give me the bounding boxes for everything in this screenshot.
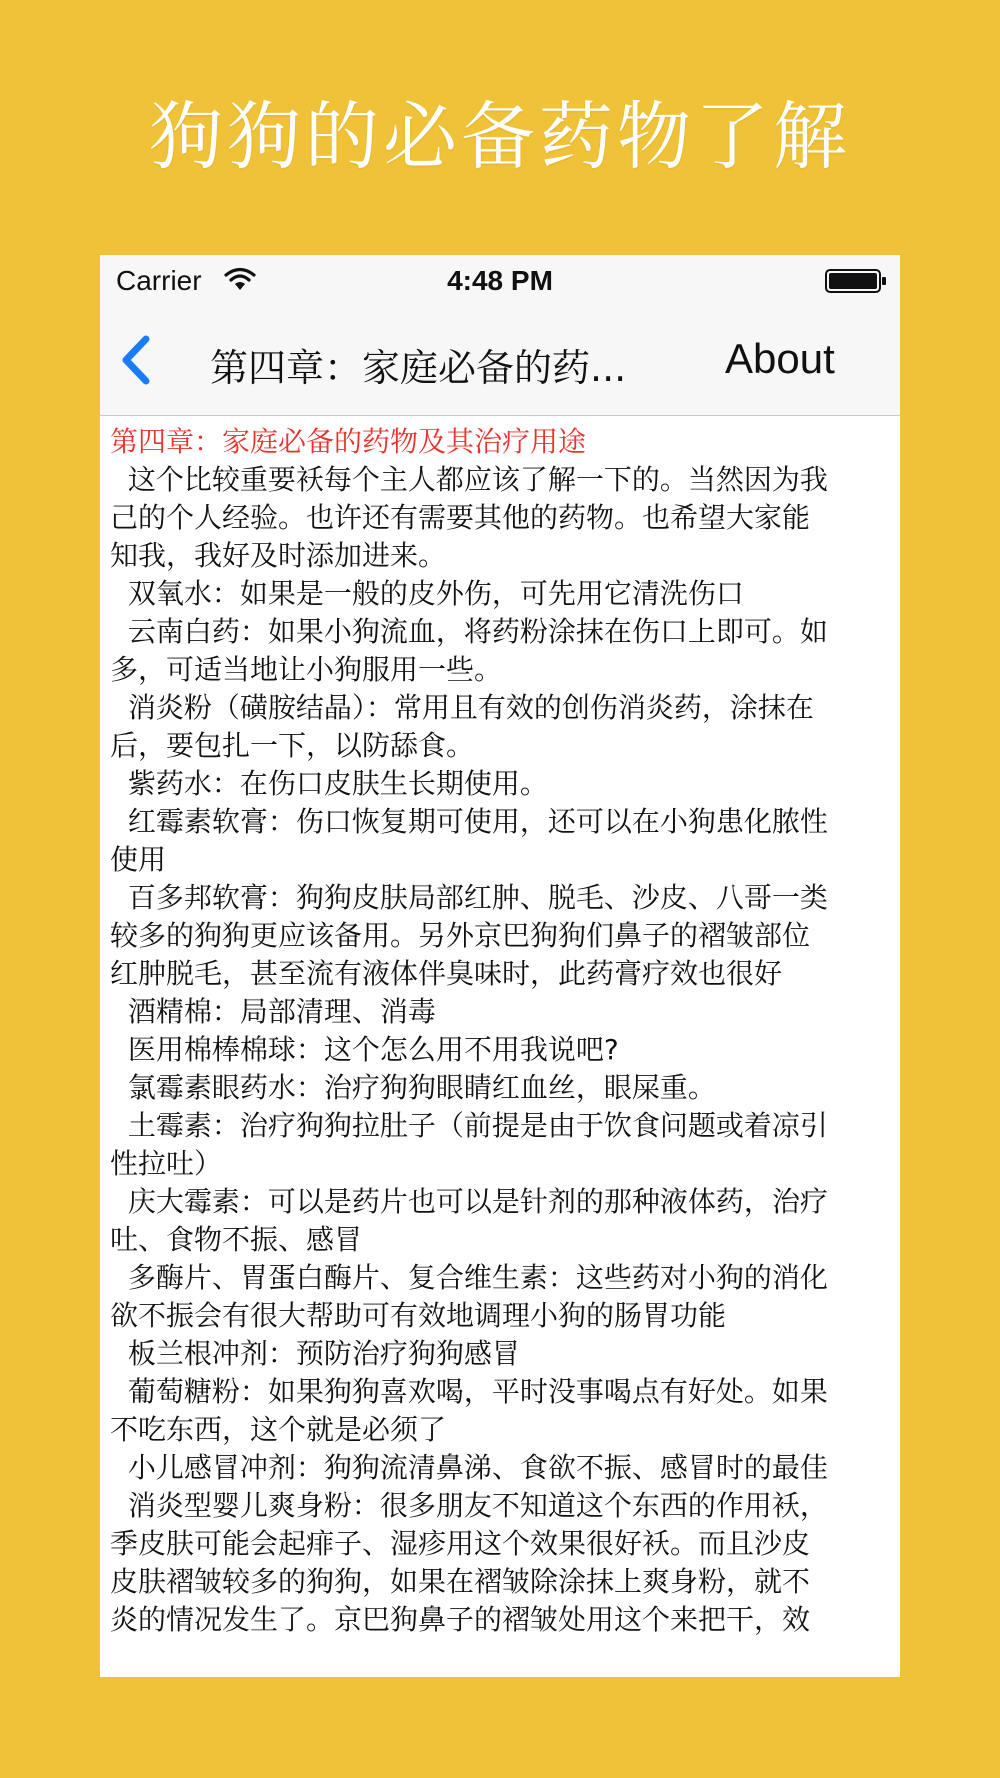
phone-screen — [100, 255, 900, 1677]
nav-title: 第四章：家庭必备的药... — [210, 346, 627, 390]
text-line: 吐、食物不振、感冒 — [110, 1223, 363, 1256]
text-line: 消炎型婴儿爽身粉：很多朋友不知道这个东西的作用袄， — [110, 1489, 828, 1522]
status-time: 4:48 PM — [447, 265, 553, 296]
carrier-label: Carrier — [116, 265, 202, 296]
text-line: 小儿感冒冲剂：狗狗流清鼻涕、食欲不振、感冒时的最佳 — [110, 1451, 828, 1484]
text-line: 红霉素软膏：伤口恢复期可使用，还可以在小狗患化脓性 — [110, 805, 828, 838]
text-line: 云南白药：如果小狗流血，将药粉涂抹在伤口上即可。如 — [110, 615, 828, 648]
chapter-heading: 第四章：家庭必备的药物及其治疗用途 — [110, 425, 587, 458]
text-line: 多酶片、胃蛋白酶片、复合维生素：这些药对小狗的消化 — [110, 1261, 828, 1294]
text-line: 季皮肤可能会起痱子、湿疹用这个效果很好袄。而且沙皮 — [110, 1527, 811, 1560]
text-line: 不吃东西，这个就是必须了 — [110, 1413, 447, 1446]
text-line: 双氧水：如果是一般的皮外伤，可先用它清洗伤口 — [110, 577, 744, 610]
battery-icon — [825, 269, 887, 293]
article-content[interactable] — [110, 423, 900, 1639]
text-line: 这个比较重要袄每个主人都应该了解一下的。当然因为我 — [110, 463, 828, 496]
text-line: 后，要包扎一下，以防舔食。 — [110, 729, 475, 762]
status-bar — [100, 255, 900, 305]
text-line: 葡萄糖粉：如果狗狗喜欢喝，平时没事喝点有好处。如果 — [110, 1375, 828, 1408]
text-line: 紫药水：在伤口皮肤生长期使用。 — [110, 767, 548, 800]
text-line: 欲不振会有很大帮助可有效地调理小狗的肠胃功能 — [110, 1299, 727, 1332]
text-line: 红肿脱毛，甚至流有液体伴臭味时，此药膏疗效也很好 — [110, 957, 783, 990]
about-button[interactable]: About — [725, 335, 835, 382]
back-chevron-icon[interactable] — [110, 325, 160, 395]
text-line: 知我，我好及时添加进来。 — [110, 539, 447, 572]
text-line: 使用 — [110, 843, 167, 876]
text-line: 己的个人经验。也许还有需要其他的药物。也希望大家能 — [110, 501, 811, 534]
text-line: 多，可适当地让小狗服用一些。 — [110, 653, 503, 686]
promo-title: 狗狗的必备药物了解 — [149, 94, 851, 180]
text-line: 板兰根冲剂：预防治疗狗狗感冒 — [110, 1337, 520, 1370]
navigation-bar — [100, 305, 900, 416]
text-line: 酒精棉：局部清理、消毒 — [110, 995, 436, 1028]
text-line: 皮肤褶皱较多的狗狗，如果在褶皱除涂抹上爽身粉，就不 — [110, 1565, 811, 1598]
text-line: 炎的情况发生了。京巴狗鼻子的褶皱处用这个来把干，效 — [110, 1603, 811, 1636]
text-line: 较多的狗狗更应该备用。另外京巴狗狗们鼻子的褶皱部位 — [110, 919, 811, 952]
text-line: 氯霉素眼药水：治疗狗狗眼睛红血丝，眼屎重。 — [110, 1071, 716, 1104]
text-line: 性拉吐） — [110, 1147, 223, 1180]
text-line: 土霉素：治疗狗狗拉肚子（前提是由于饮食问题或着凉引 — [110, 1109, 828, 1142]
text-line: 医用棉棒棉球：这个怎么用不用我说吧? — [110, 1033, 619, 1066]
text-line: 庆大霉素：可以是药片也可以是针剂的那种液体药，治疗 — [110, 1185, 828, 1218]
text-line: 百多邦软膏：狗狗皮肤局部红肿、脱毛、沙皮、八哥一类 — [110, 881, 828, 914]
text-line: 消炎粉（磺胺结晶）：常用且有效的创伤消炎药，涂抹在 — [110, 691, 814, 724]
